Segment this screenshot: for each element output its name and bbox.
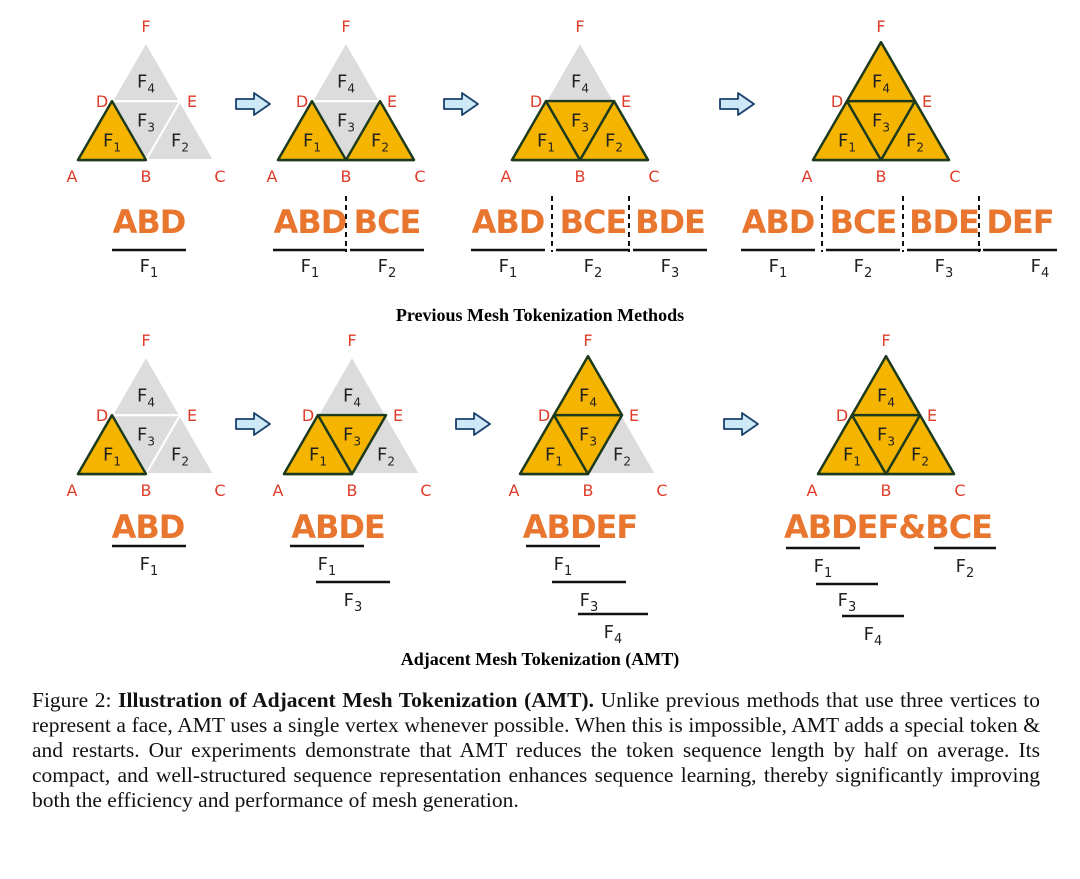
face-label-f1: $F_1$ <box>309 444 327 469</box>
figure-caption <box>32 688 1040 813</box>
face-label-f2: $F_2$ <box>613 444 631 469</box>
underline-label-f1: $F_1$ <box>768 256 788 281</box>
face-label-f4: $F_4$ <box>872 71 890 96</box>
face-label-f4: $F_4$ <box>877 385 895 410</box>
right-arrow-icon-top-0 <box>236 93 270 115</box>
amt-token-block-1 <box>290 508 390 615</box>
vertex-label-d: D <box>830 92 844 112</box>
vertex-label-b: B <box>346 481 358 500</box>
vertex-label-a: A <box>508 481 520 500</box>
underline-label-f3: $F_3$ <box>343 590 363 615</box>
vertex-label-a: A <box>801 167 813 186</box>
underline-label-f1: $F_1$ <box>813 556 833 581</box>
face-label-f2: $F_2$ <box>906 130 924 155</box>
vertex-label-e: E <box>620 92 632 112</box>
previous-token-block-2 <box>471 196 707 281</box>
face-label-f3: $F_3$ <box>343 424 361 449</box>
underline-label-f3: $F_3$ <box>660 256 680 281</box>
face-label-f1: $F_1$ <box>103 130 121 155</box>
face-label-f2: $F_2$ <box>171 130 189 155</box>
underline-label-f1: $F_1$ <box>139 554 159 579</box>
vertex-label-d: D <box>835 406 849 426</box>
underline-label-f2: $F_2$ <box>955 556 975 581</box>
vertex-label-a: A <box>806 481 818 500</box>
face-label-f1: $F_1$ <box>537 130 555 155</box>
face-label-f4: $F_4$ <box>337 71 355 96</box>
vertex-label-c: C <box>420 481 432 500</box>
vertex-label-d: D <box>301 406 315 426</box>
mesh-triangle-prev-3 <box>802 17 961 186</box>
right-arrow-icon-bot-1 <box>456 413 490 435</box>
token-bce: BCE <box>829 203 897 241</box>
caption-body: Unlike previous methods that use three vertices to represent a face, AMT uses a single vertex whenever possible. When this is impossible, AMT adds a special token & and restarts. Our experiments demonstrate that AMT reduces the token sequence length by half on average. Its compact, and well-structured sequence representation enhances sequence learning, thereby significantly improving both the efficiency and performance of mesh generation. <box>32 688 1041 812</box>
vertex-label-a: A <box>66 481 78 500</box>
vertex-label-f: F <box>141 17 151 37</box>
face-label-f2: $F_2$ <box>605 130 623 155</box>
vertex-label-c: C <box>414 167 426 186</box>
face-label-f4: $F_4$ <box>137 385 155 410</box>
underline-label-f2: $F_2$ <box>377 256 397 281</box>
underline-label-f1: $F_1$ <box>498 256 518 281</box>
vertex-label-e: E <box>186 92 198 112</box>
underline-label-f1: $F_1$ <box>317 554 337 579</box>
amt-title: Adjacent Mesh Tokenization (AMT) <box>400 649 680 669</box>
underline-label-f4: $F_4$ <box>863 624 883 649</box>
vertex-label-e: E <box>392 406 404 426</box>
underline-label-f3: $F_3$ <box>579 590 599 615</box>
face-label-f1: $F_1$ <box>545 444 563 469</box>
face-label-f1: $F_1$ <box>843 444 861 469</box>
token-abd: ABD <box>471 203 545 241</box>
vertex-label-e: E <box>186 406 198 426</box>
mesh-triangle-amt-1 <box>273 331 432 500</box>
amt-sequence: ABD <box>111 508 185 546</box>
vertex-label-b: B <box>140 167 152 186</box>
mesh-triangle-amt-3 <box>807 331 966 500</box>
face-label-f1: $F_1$ <box>303 130 321 155</box>
caption-bold-title: Illustration of Adjacent Mesh Tokenization (AMT). <box>118 688 594 712</box>
vertex-label-e: E <box>386 92 398 112</box>
face-label-f3: $F_3$ <box>137 110 155 135</box>
right-arrow-icon-top-1 <box>444 93 478 115</box>
vertex-label-f: F <box>347 331 357 351</box>
vertex-label-f: F <box>876 17 886 37</box>
amt-token-block-3 <box>784 508 996 649</box>
amt-sequence: ABDE <box>291 508 385 546</box>
mesh-triangle-prev-1 <box>267 17 426 186</box>
vertex-label-f: F <box>575 17 585 37</box>
face-label-f2: $F_2$ <box>371 130 389 155</box>
amt-sequence: ABDEF <box>522 508 638 546</box>
vertex-label-d: D <box>95 92 109 112</box>
vertex-label-f: F <box>881 331 891 351</box>
vertex-label-c: C <box>214 481 226 500</box>
face-label-f3: $F_3$ <box>571 110 589 135</box>
token-def: DEF <box>986 203 1054 241</box>
amt-token-block-2 <box>523 508 648 647</box>
token-bce: BCE <box>353 203 421 241</box>
previous-token-block-3 <box>741 196 1057 281</box>
previous-token-block-0 <box>112 203 186 281</box>
face-label-f3: $F_3$ <box>579 424 597 449</box>
caption-figure-label: Figure 2: <box>32 688 112 712</box>
right-arrow-icon-top-2 <box>720 93 754 115</box>
token-bde: BDE <box>635 203 705 241</box>
face-label-f3: $F_3$ <box>137 424 155 449</box>
mesh-triangle-prev-2 <box>501 17 660 186</box>
underline-label-f1: $F_1$ <box>300 256 320 281</box>
vertex-label-a: A <box>272 481 284 500</box>
vertex-label-b: B <box>875 167 887 186</box>
token-abd: ABD <box>273 203 347 241</box>
mesh-triangle-prev-0 <box>67 17 226 186</box>
vertex-label-f: F <box>583 331 593 351</box>
vertex-label-e: E <box>926 406 938 426</box>
face-label-f2: $F_2$ <box>171 444 189 469</box>
underline-label-f2: $F_2$ <box>583 256 603 281</box>
vertex-label-b: B <box>880 481 892 500</box>
face-label-f4: $F_4$ <box>579 385 597 410</box>
underline-label-f3: $F_3$ <box>934 256 954 281</box>
face-label-f3: $F_3$ <box>337 110 355 135</box>
vertex-label-b: B <box>340 167 352 186</box>
vertex-label-e: E <box>921 92 933 112</box>
vertex-label-c: C <box>214 167 226 186</box>
vertex-label-e: E <box>628 406 640 426</box>
vertex-label-b: B <box>582 481 594 500</box>
underline-label-f2: $F_2$ <box>853 256 873 281</box>
vertex-label-b: B <box>574 167 586 186</box>
vertex-label-d: D <box>95 406 109 426</box>
mesh-triangle-amt-2 <box>509 331 668 500</box>
face-label-f2: $F_2$ <box>911 444 929 469</box>
underline-label-f1: $F_1$ <box>553 554 573 579</box>
vertex-label-b: B <box>140 481 152 500</box>
vertex-label-a: A <box>266 167 278 186</box>
face-label-f3: $F_3$ <box>872 110 890 135</box>
vertex-label-c: C <box>648 167 660 186</box>
underline-label-f1: $F_1$ <box>139 256 159 281</box>
mesh-triangle-amt-0 <box>67 331 226 500</box>
face-label-f2: $F_2$ <box>377 444 395 469</box>
right-arrow-icon-bot-2 <box>724 413 758 435</box>
vertex-label-d: D <box>537 406 551 426</box>
vertex-label-f: F <box>341 17 351 37</box>
vertex-label-f: F <box>141 331 151 351</box>
underline-label-f4: $F_4$ <box>1030 256 1050 281</box>
token-abd: ABD <box>741 203 815 241</box>
vertex-label-a: A <box>66 167 78 186</box>
vertex-label-d: D <box>295 92 309 112</box>
vertex-label-d: D <box>529 92 543 112</box>
previous-token-block-1 <box>273 196 424 281</box>
amt-token-block-0 <box>112 508 186 579</box>
vertex-label-c: C <box>949 167 961 186</box>
underline-label-f4: $F_4$ <box>603 622 623 647</box>
face-label-f4: $F_4$ <box>137 71 155 96</box>
face-label-f1: $F_1$ <box>838 130 856 155</box>
vertex-label-c: C <box>954 481 966 500</box>
previous-methods-title: Previous Mesh Tokenization Methods <box>395 305 685 325</box>
amt-sequence: ABDEF&BCE <box>783 508 993 546</box>
face-label-f3: $F_3$ <box>877 424 895 449</box>
token-bde: BDE <box>909 203 979 241</box>
previous-methods-row <box>67 17 1057 281</box>
vertex-label-a: A <box>500 167 512 186</box>
token-bce: BCE <box>559 203 627 241</box>
face-label-f1: $F_1$ <box>103 444 121 469</box>
face-label-f4: $F_4$ <box>571 71 589 96</box>
vertex-label-c: C <box>656 481 668 500</box>
right-arrow-icon-bot-0 <box>236 413 270 435</box>
underline-label-f3: $F_3$ <box>837 590 857 615</box>
token-abd: ABD <box>112 203 186 241</box>
face-label-f4: $F_4$ <box>343 385 361 410</box>
amt-row <box>67 331 996 649</box>
